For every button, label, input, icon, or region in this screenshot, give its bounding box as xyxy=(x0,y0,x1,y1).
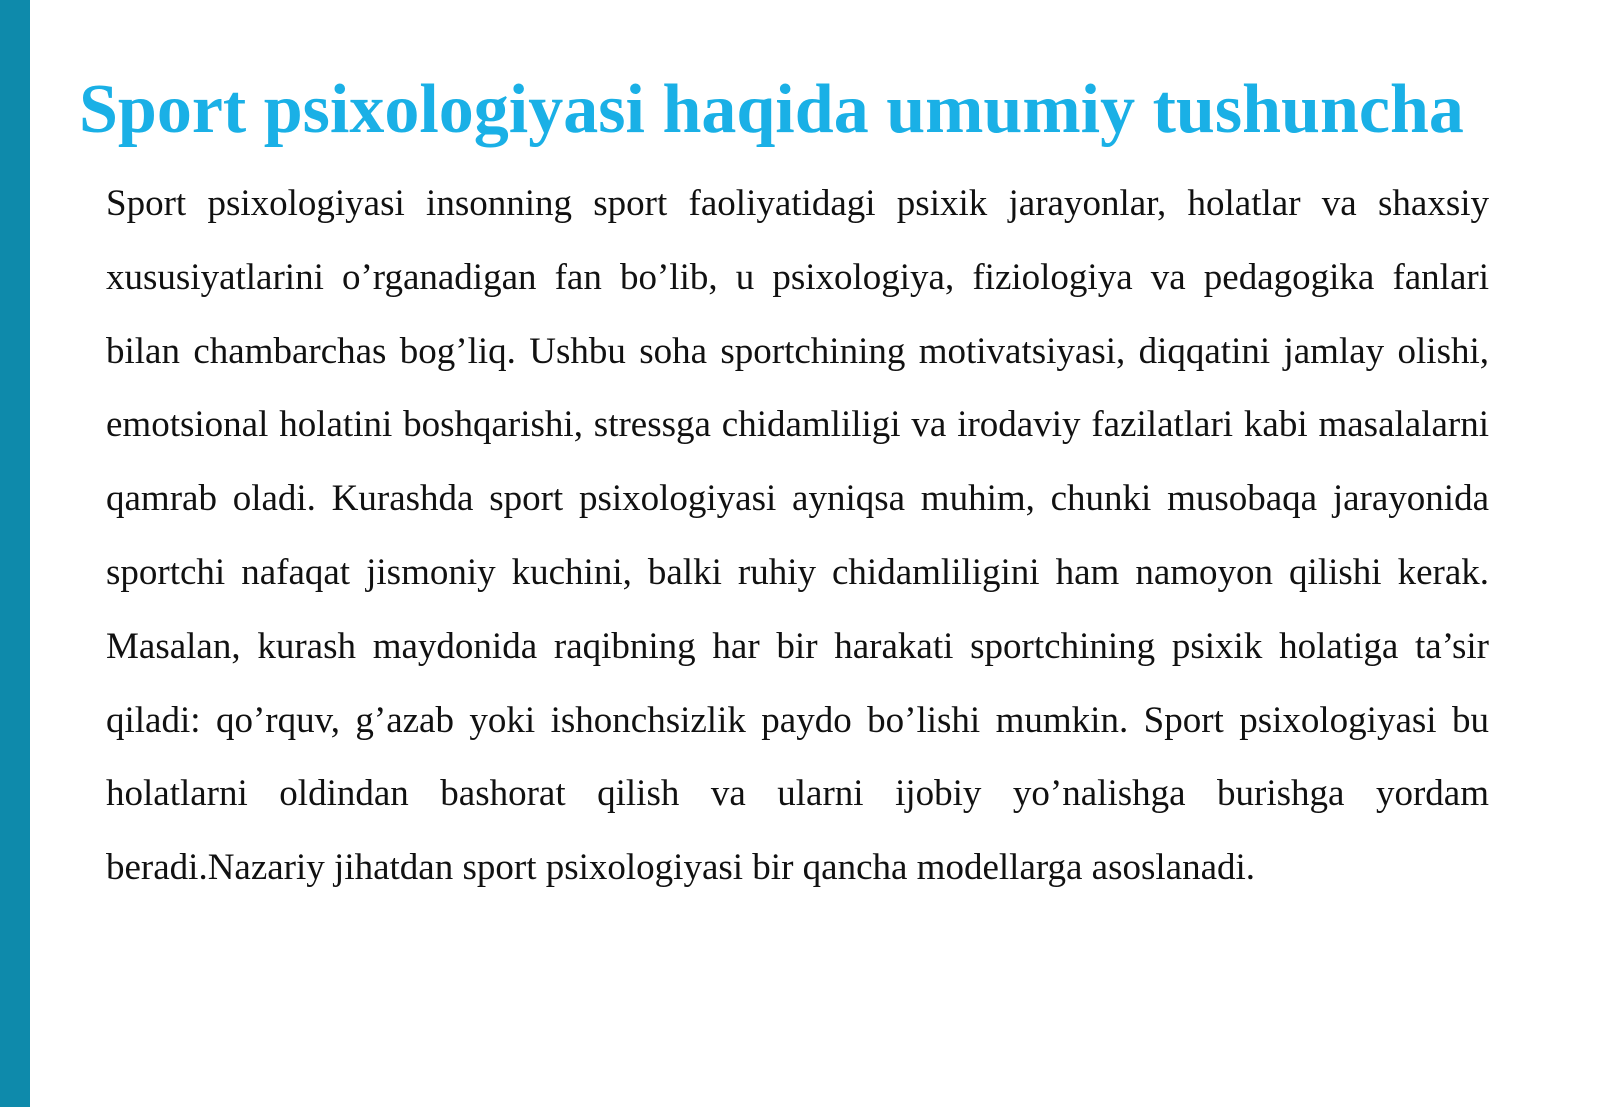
slide-title: Sport psixologiyasi haqida umumiy tushuncha xyxy=(79,71,1464,148)
left-accent-bar xyxy=(0,0,30,1107)
slide-body-text: Sport psixologiyasi insonning sport faoliyatidagi psixik jarayonlar, holatlar va shaxsiy xususiyatlarini o’rganadigan fan bo’lib, u psixologiya, fiziologiya va pedagogika fanlari bilan chambarchas bog’liq. Ushbu soha sportchining motivatsiyasi, diqqatini jamlay olishi, emotsional holatini boshqarishi, stressga chidamliligi va irodaviy fazilatlari kabi masalalarni qamrab oladi. Kurashda sport psixologiyasi ayniqsa muhim, chunki musobaqa jarayonida sportchi nafaqat jismoniy kuchini, balki ruhiy chidamliligini ham namoyon qilishi kerak. Masalan, kurash maydonida raqibning har bir harakati sportchining psixik holatiga ta’sir qiladi: qo’rquv, g’azab yoki ishonchsizlik paydo bo’lishi mumkin. Sport psixologiyasi bu holatlarni oldindan bashorat qilish va ularni ijobiy yo’nalishga burishga yordam beradi.Nazariy jihatdan sport psixologiyasi bir qancha modellarga asoslanadi. xyxy=(106,183,1489,889)
